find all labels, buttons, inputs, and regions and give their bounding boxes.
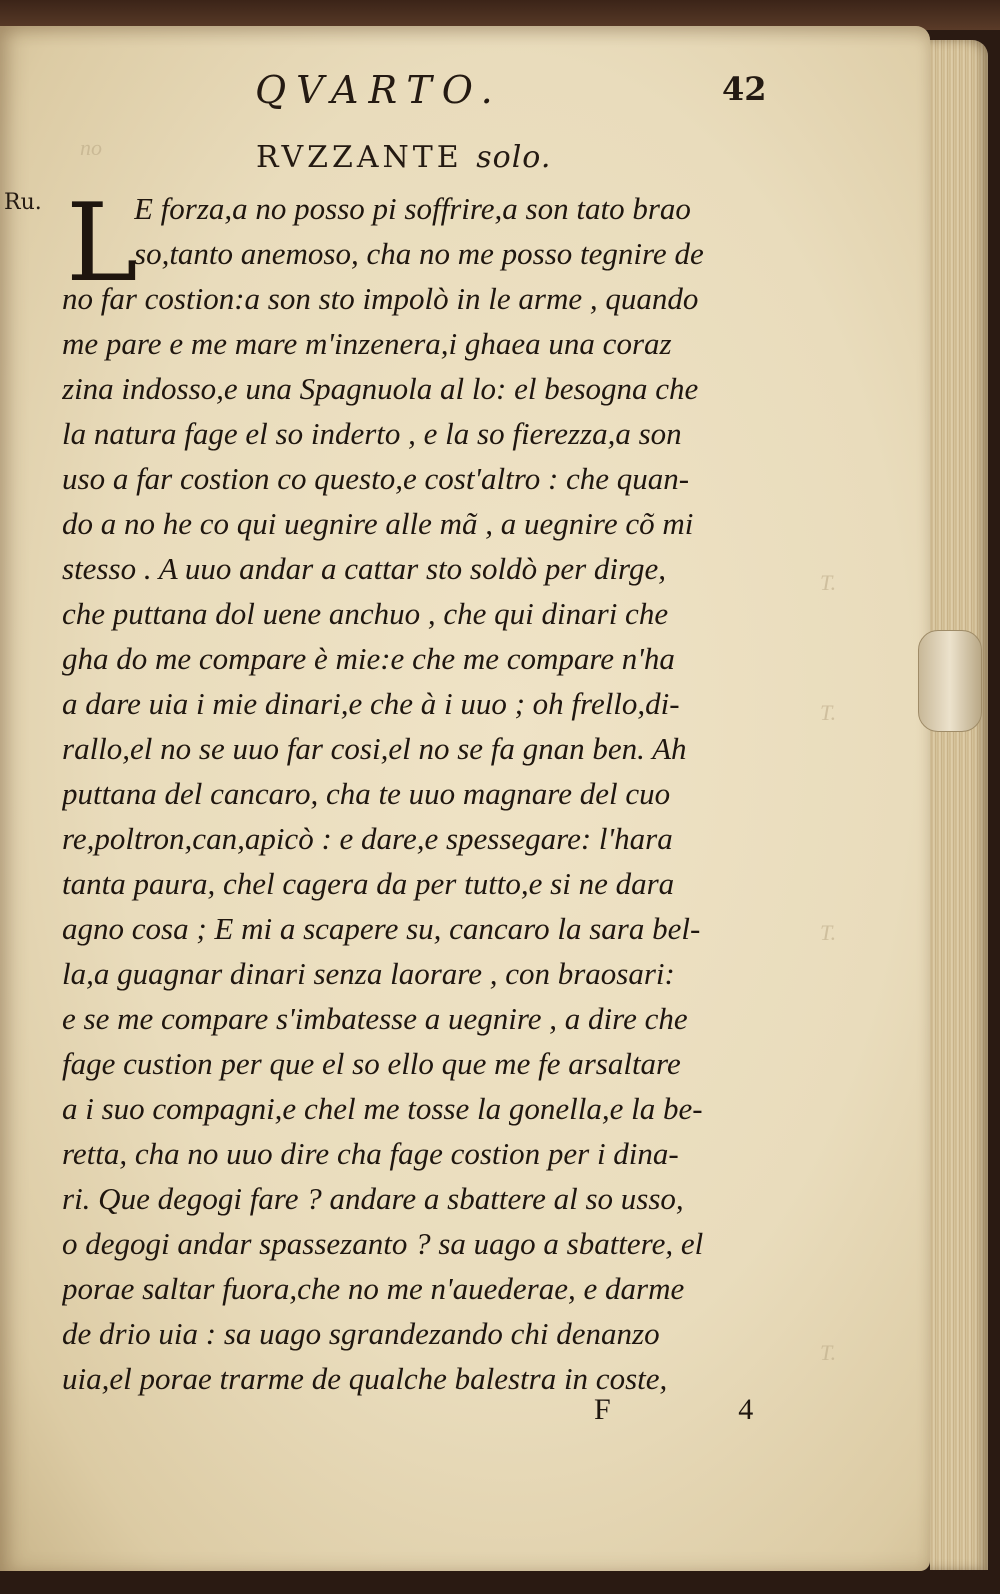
show-through-text: no [80,135,102,160]
text-line: re,poltron,can,apicò : e dare,e spessegare: l'hara [62,821,673,856]
text-line: porae saltar fuora,che no me n'auederae, e darme [62,1271,685,1306]
show-through-text: T. [820,700,837,725]
text-line: o degogi andar spassezanto ? sa uago a sbattere, el [62,1226,704,1261]
text-line: la natura fage el so inderto , e la so fierezza,a son [62,416,682,451]
show-through-text: T. [820,920,837,945]
running-head [0,68,930,128]
text-line: agno cosa ; E mi a scapere su, cancaro la sara bel- [62,911,701,946]
text-line: zina indosso,e una Spagnuola al lo: el besogna che [62,371,699,406]
text-line: uso a far costion co questo,e cost'altro : che quan- [62,461,690,496]
running-head-title: QVARTO. [255,68,503,112]
signature-letter: F [594,1393,611,1426]
speaker-heading [256,140,551,175]
text-line: a i suo compagni,e chel me tosse la gonella,e la be- [62,1091,703,1126]
speaker-role: solo. [476,140,552,175]
text-line: tanta paura, chel cagera da per tutto,e si ne dara [62,866,675,901]
text-line: ri. Que degogi fare ? andare a sbattere al so usso, [62,1181,684,1216]
page-edges [930,40,988,1570]
text-line: rallo,el no se uuo far cosi,el no se fa gnan ben. Ah [62,731,687,766]
text-line: de drio uia : sa uago sgrandezando chi denanzo [62,1316,660,1351]
show-through-text: T. [820,1340,837,1365]
text-line: e se me compare s'imbatesse a uegnire , a dire che [62,1001,688,1036]
show-through-text: T. [820,570,837,595]
text-line: retta, cha no uuo dire cha fage costion per i dina- [62,1136,679,1171]
text-line: che puttana dol uene anchuo , che qui dinari che [62,596,669,631]
text-line: stesso . A uuo andar a cattar sto soldò per dirge, [62,551,666,586]
text-line: fage custion per que el so ello que me fe arsaltare [62,1046,681,1081]
text-line: gha do me compare è mie:e che me compare n'ha [62,641,675,676]
drop-initial: L [66,181,138,306]
folio-number: 42 [722,70,767,108]
text-line: puttana del cancaro, cha te uuo magnare del cuo [62,776,671,811]
text-line: a dare uia i mie dinari,e che à i uuo ; oh frello,di- [62,686,680,721]
text-line: me pare e me mare m'inzenera,i ghaea una corаz [62,326,672,361]
text-line: uia,el porae trarme de qualche balestra in coste, [62,1361,668,1396]
text-line: la,a guagnar dinari senza laorare , con braosari: [62,956,675,991]
text-line: so,tanto anemoso, cha no me posso tegnire de [134,236,704,271]
text-line: do a no he co qui uegnire alle mã , a uegnire cõ mi [62,506,694,541]
text-line: E forza,a no posso pi soffrire,a son tato brao [134,191,691,226]
signature-mark [594,1393,753,1427]
text-line: no far costion:a son sto impolò in le arme , quando [62,281,699,316]
speaker-name: RVZZANTE [256,140,463,175]
signature-number: 4 [738,1393,754,1426]
margin-speaker-note: Ru. [4,190,42,215]
book-clasp [918,630,982,732]
